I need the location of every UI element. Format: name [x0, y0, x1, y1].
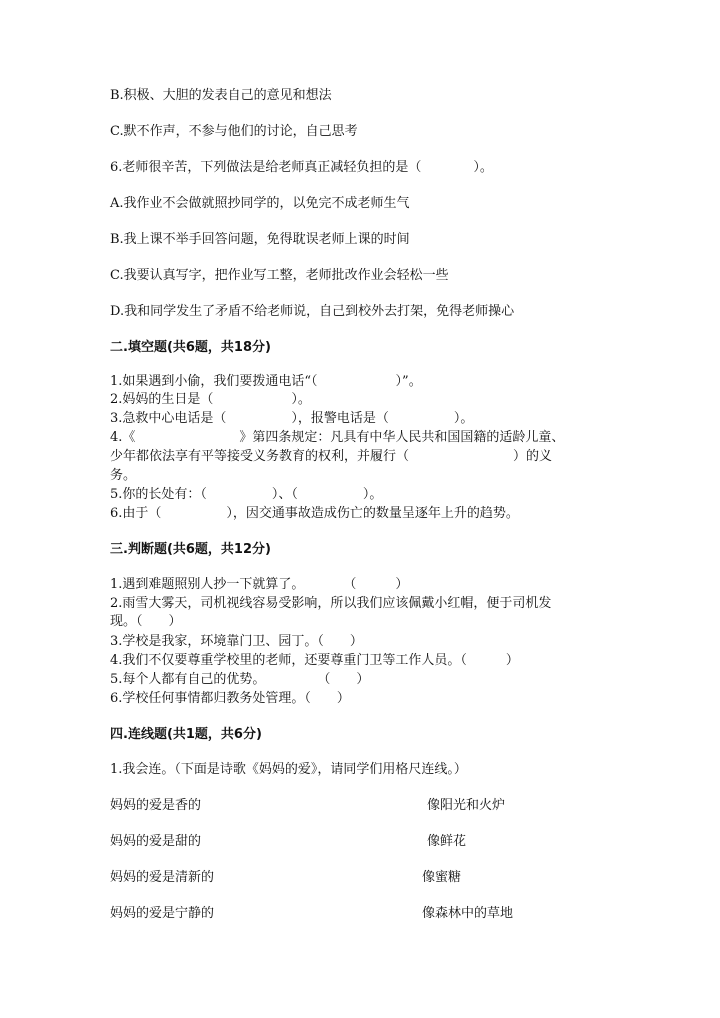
matching-left-item: 妈妈的爱是甜的	[110, 834, 202, 849]
fill-blank-line: 2.妈妈的生日是（ ）。	[110, 392, 311, 407]
matching-left-item: 妈妈的爱是香的	[110, 798, 202, 813]
q6-option-d: D.我和同学发生了矛盾不给老师说，自己到校外去打架，免得老师操心	[110, 304, 515, 319]
matching-instruction: 1.我会连。（下面是诗歌《妈妈的爱》，请同学们用格尺连线。）	[110, 762, 467, 777]
matching-left-item: 妈妈的爱是宁静的	[110, 906, 215, 921]
q5-option-c: C.默不作声，不参与他们的讨论，自己思考	[110, 124, 358, 139]
fill-blank-line: 3.急救中心电话是（ ），报警电话是（ ）。	[110, 411, 474, 426]
matching-heading: 四.连线题(共1题，共6分)	[110, 727, 262, 742]
judge-line: 4.我们不仅要尊重学校里的老师，还要尊重门卫等工作人员。（ ）	[110, 653, 519, 668]
matching-right-item: 像蜜糖	[422, 870, 462, 885]
fill-blank-line: 少年都依法享有平等接受义务教育的权利，并履行（ ）的义	[110, 449, 553, 464]
q6-option-b: B.我上课不举手回答问题，免得耽误老师上课的时间	[110, 232, 410, 247]
q6-option-c: C.我要认真写字，把作业写工整，老师批改作业会轻松一些	[110, 268, 449, 283]
judge-heading: 三.判断题(共6题，共12分)	[110, 542, 271, 557]
q6-stem: 6.老师很辛苦，下列做法是给老师真正减轻负担的是（ ）。	[110, 160, 493, 175]
judge-line: 3.学校是我家，环境靠门卫、园丁。（ ）	[110, 634, 363, 649]
judge-line: 1.遇到难题照别人抄一下就算了。 （ ）	[110, 577, 409, 592]
matching-right-item: 像鲜花	[427, 834, 467, 849]
judge-line: 5.每个人都有自己的优势。 （ ）	[110, 672, 370, 687]
q5-option-b: B.积极、大胆的发表自己的意见和想法	[110, 88, 332, 103]
fill-blank-line: 5.你的长处有：（ ）、（ ）。	[110, 487, 383, 502]
q6-option-a: A.我作业不会做就照抄同学的，以免完不成老师生气	[110, 196, 410, 211]
judge-line: 现。（ ）	[110, 614, 182, 629]
fill-blank-line: 务。	[110, 468, 137, 483]
fill-blank-heading: 二.填空题(共6题，共18分)	[110, 340, 271, 355]
matching-right-item: 像森林中的草地	[422, 906, 514, 921]
matching-right-item: 像阳光和火炉	[427, 798, 506, 813]
fill-blank-line: 6.由于（ ），因交通事故造成伤亡的数量呈逐年上升的趋势。	[110, 506, 519, 521]
judge-line: 2.雨雪大雾天，司机视线容易受影响，所以我们应该佩戴小红帽，便于司机发	[110, 596, 552, 611]
fill-blank-line: 1.如果遇到小偷，我们要拨通电话“（ ）”。	[110, 374, 422, 389]
judge-line: 6.学校任何事情都归教务处管理。（ ）	[110, 691, 350, 706]
fill-blank-line: 4.《 》第四条规定：凡具有中华人民共和国国籍的适龄儿童、	[110, 430, 565, 445]
matching-left-item: 妈妈的爱是清新的	[110, 870, 215, 885]
